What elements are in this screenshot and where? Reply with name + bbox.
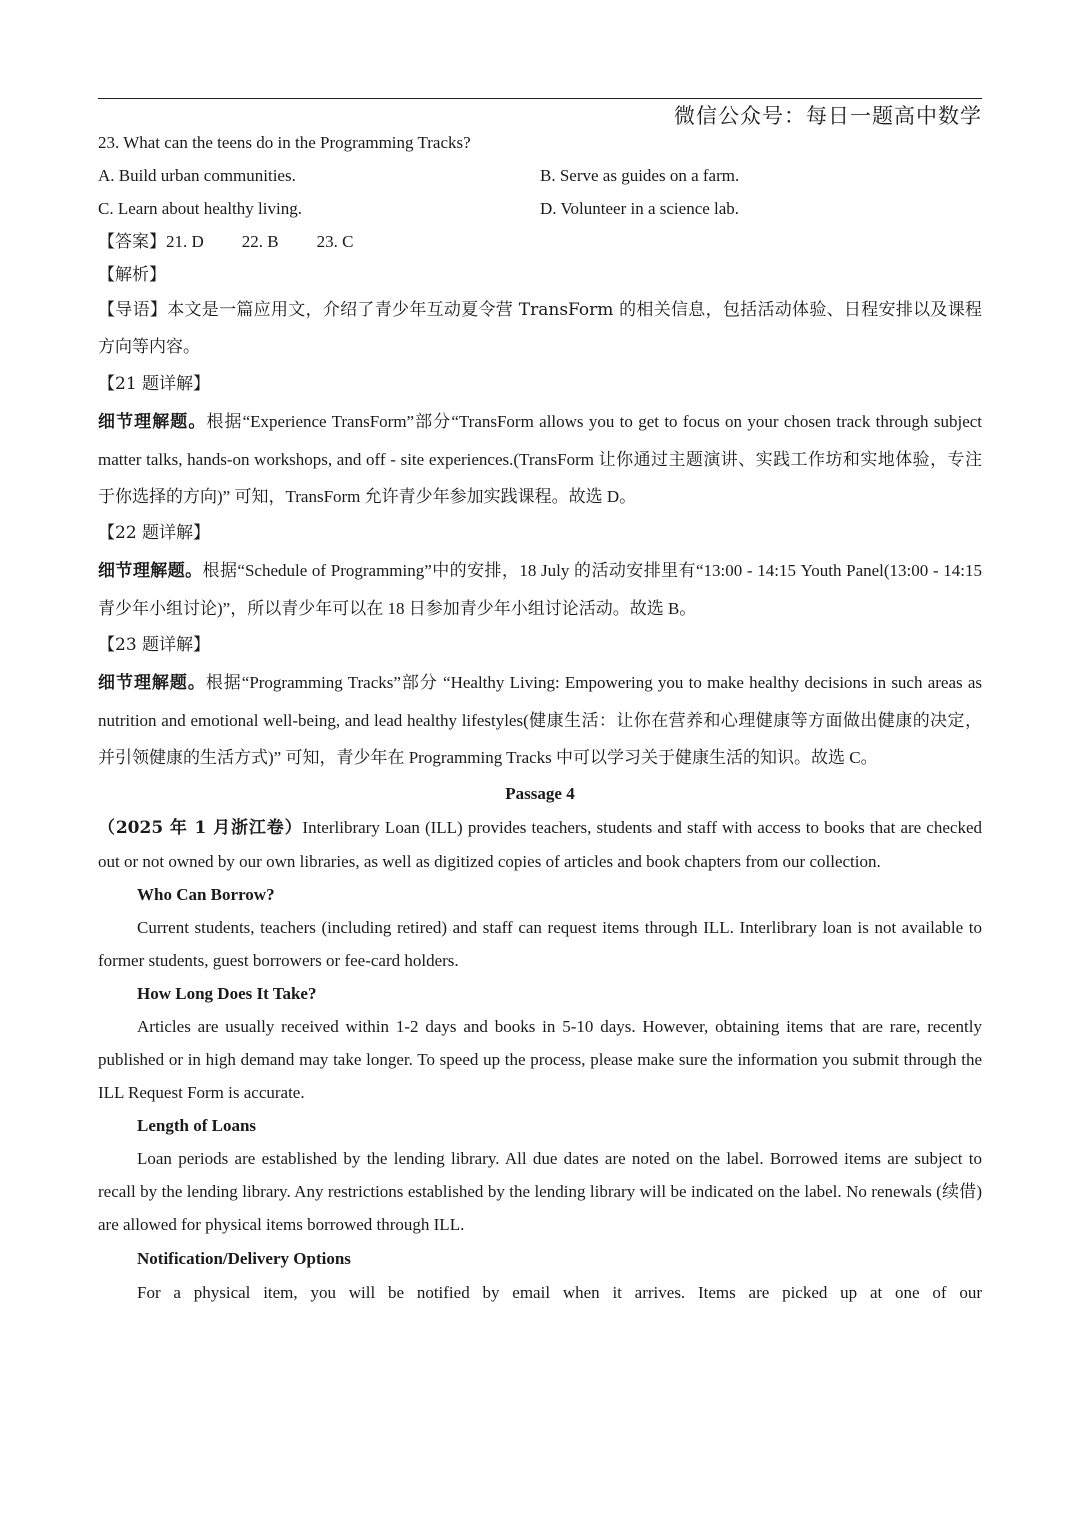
q22-text: 根据“Schedule of Programming”中的安排，18 July 的活动安排里有“13:00 - 14:15 Youth Panel(13:00 - 14:15 青少年小组讨论)”，所以青少年可以在 18 日参加青少年小组讨论活动。故选 B。 — [98, 561, 983, 618]
section-body: Current students, teachers (including retired) and staff can request items through ILL. Interlibrary loan is not available to former students, guest borrowers or fee-card holders. — [98, 918, 982, 970]
answer-label: 【答案】 — [98, 232, 166, 252]
section-body: Loan periods are established by the lending library. All due dates are noted on the label. Borrowed items are subject to recall by the lending library. Any restrictions established by the lending library will be indicated on the label. No renewals (续借) are allowed for physical items borrowed through ILL. — [98, 1149, 982, 1234]
q23-label: 【23 题详解】 — [98, 635, 211, 655]
analysis-label: 【解析】 — [98, 265, 166, 285]
q22-paragraph — [98, 552, 982, 627]
q21-text: 根据“Experience TransForm”部分“TransForm allows you to get to focus on your chosen track through subject matter talks, hands-on workshops, and off - site experiences.(TransForm 让你通过主题演讲、实践工作坊和实地体验，专注于你选择的方向)” 可知，TransForm 允许青少年参加实践课程。故选 D。 — [98, 412, 983, 506]
question-23-options-row-1 — [98, 159, 982, 192]
answer-line — [98, 225, 982, 259]
section-heading: How Long Does It Take? — [137, 984, 317, 1003]
answer-23: 23. C — [316, 232, 354, 251]
section-body: Articles are usually received within 1-2 days and books in 5-10 days. However, obtaining items that are rare, recently published or in high demand may take longer. To speed up the process, please make sure the information you submit through the ILL Request Form is accurate. — [98, 1017, 982, 1102]
q23-text: 根据“Programming Tracks”部分 “Healthy Living: Empowering you to make healthy decisions in such areas as nutrition and emotional well-being, and lead healthy lifestyles(健康生活：让你在营养和心理健康等方面做出健康的决定，并引领健康的生活方式)” 可知，青少年在 Programming Tracks 中可以学习关于健康生活的知识。故选 C。 — [98, 673, 982, 767]
answer-22: 22. B — [241, 232, 279, 251]
q23-type: 细节理解题。 — [98, 673, 206, 693]
section-heading: Length of Loans — [137, 1116, 257, 1135]
section-heading: Notification/Delivery Options — [137, 1249, 351, 1268]
question-23-options-row-2 — [98, 192, 982, 225]
q22-type: 细节理解题。 — [98, 561, 203, 581]
question-23-stem: 23. What can the teens do in the Programming Tracks? — [98, 133, 471, 152]
q21-paragraph — [98, 403, 982, 515]
header-rule — [98, 98, 982, 99]
answer-21: 21. D — [166, 232, 204, 251]
wechat-account-label: 微信公众号：每日一题高中数学 — [674, 104, 982, 128]
intro-paragraph — [98, 292, 982, 366]
passage-title: Passage 4 — [505, 784, 575, 803]
option-c: C. Learn about healthy living. — [98, 199, 302, 218]
q21-type: 细节理解题。 — [98, 412, 207, 432]
intro-text: 本文是一篇应用文，介绍了青少年互动夏令营 TransForm 的相关信息，包括活动体验、日程安排以及课程方向等内容。 — [98, 300, 982, 357]
q21-label: 【21 题详解】 — [98, 374, 211, 394]
option-a: A. Build urban communities. — [98, 166, 296, 185]
section-body: For a physical item, you will be notified by email when it arrives. Items are picked up at one of our — [137, 1283, 982, 1302]
option-b: B. Serve as guides on a farm. — [540, 166, 740, 185]
option-d: D. Volunteer in a science lab. — [540, 199, 740, 218]
q23-paragraph — [98, 664, 982, 776]
passage-intro — [98, 811, 982, 878]
section-heading: Who Can Borrow? — [137, 885, 275, 904]
passage-source: （2025 年 1 月浙江卷） — [98, 818, 303, 838]
passage-intro-text: Interlibrary Loan (ILL) provides teachers, students and staff with access to books that are checked out or not owned by our own libraries, as well as digitized copies of articles and book chapters from our collection. — [98, 818, 982, 871]
intro-label: 【导语】 — [98, 300, 168, 320]
document-body — [98, 126, 982, 1309]
q22-label: 【22 题详解】 — [98, 523, 211, 543]
